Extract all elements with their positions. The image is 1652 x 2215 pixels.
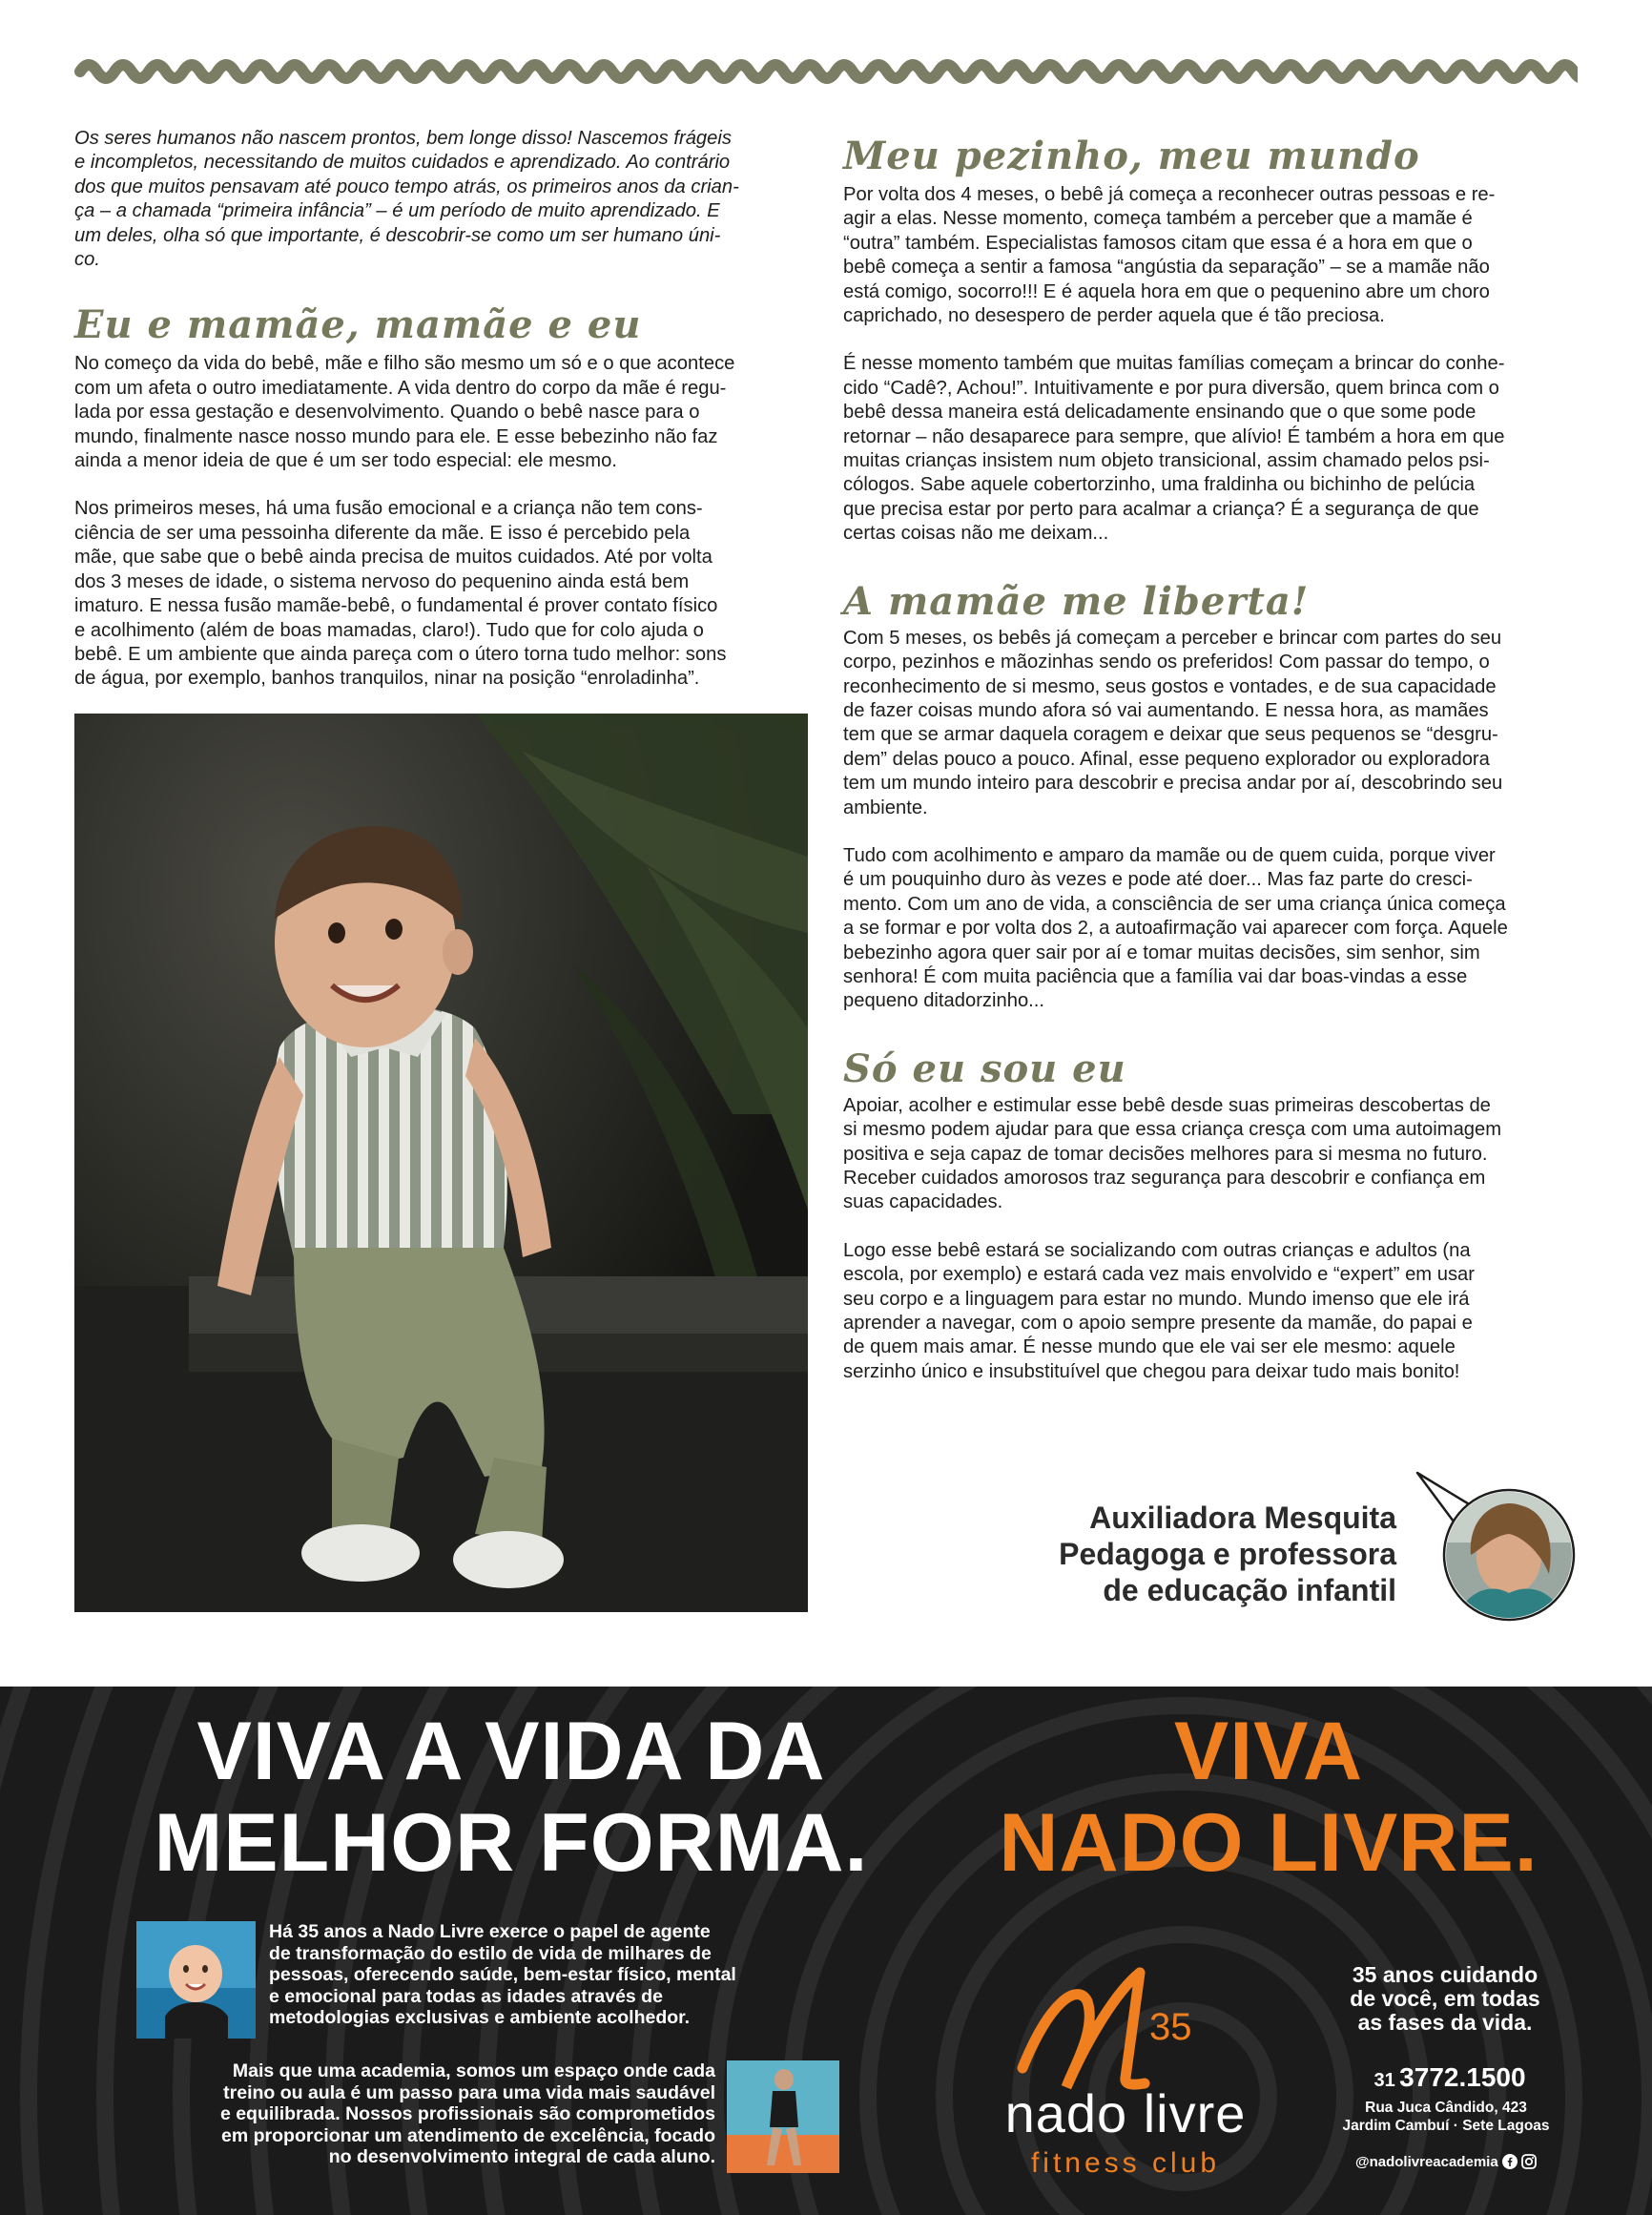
section-3-paragraph-1: Com 5 meses, os bebês já começam a perceber e brincar com partes do seu corpo, pezinhos e mãozinhas sendo os preferidos! Com passar do tempo, o reconhecimento de si mesmo, seus gostos e vontades, e de sua capacidade de fazer coisas mundo afora só vai aumentando. E nessa hora, as mamães tem que se armar daquela coragem e deixar que seus pequenos se “desgru- dem” delas pouco a pouco. Afinal, esse pequeno explorador ou exploradora tem um mundo inteiro para descobrir e precisa andar por aí, descobrindo seu ambiente.	[843, 627, 1503, 818]
article-left-column	[74, 127, 813, 692]
phone-number[interactable]	[1326, 2062, 1574, 2093]
phone-digits: 3772.1500	[1399, 2062, 1526, 2092]
ad-paragraph-1: Há 35 anos a Nado Livre exerce o papel de agente de transformação do estilo de vida de milhares de pessoas, oferecendo saúde, bem-estar físico, mental e emocional para todas as idades através de metodologias exclusivas e ambiente acolhedor.	[269, 1921, 736, 2028]
section-1-paragraph-2: Nos primeiros meses, há uma fusão emocional e a criança não tem cons- ciência de ser uma pessoinha diferente da mãe. E isso é percebido pela mãe, que sabe que o bebê ainda precisa de muitos cuidados. Até por volta dos 3 meses de idade, o sistema nervoso do pequenino ainda está bem imaturo. E nessa fusão mamãe-bebê, o fundamental é prover contato físico e acolhimento (além de boas mamadas, claro!). Tudo que for colo ajuda o bebê. E um ambiente que ainda pareça com o útero torna tudo melhor: sons de água, por exemplo, banhos tranquilos, ninar na posição “enroladinha”.	[74, 498, 727, 690]
author-name: Auxiliadora Mesquita	[1089, 1501, 1396, 1535]
ad-headline-left: VIVA A VIDA DA MELHOR FORMA.	[154, 1706, 869, 1889]
section-4-paragraph-1: Apoiar, acolher e estimular esse bebê desde suas primeiras descobertas de si mesmo podem ajudar para que essa criança cresça com uma autoimagem positiva e seja capaz de tomar decisões melhores para si mesma no futuro. Receber cuidados amorosos traz segurança para descobrir e confiança em suas capacidades.	[843, 1094, 1502, 1213]
author-avatar	[1415, 1469, 1582, 1622]
section-3-paragraph-2: Tudo com acolhimento e amparo da mamãe ou de quem cuida, porque viver é um pouquinho duro às vezes e pode até doer... Mas faz parte do cresci- mento. Com um ano de vida, a consciência de ser uma criança única começa a se formar e por volta dos 2, a autoafirmação vai aparecer com força. Aquele bebezinho agora quer sair por aí e tomar muitas decisões, sim senhor, sim senhora! É com muita paciência que a família vai dar boas-vindas a esse pequeno ditadorzinho...	[843, 844, 1508, 1012]
social-handle-text: @nadolivreacademia	[1354, 2154, 1498, 2170]
section-heading-a-mamae-me-liberta: A mamãe me liberta!	[843, 578, 1310, 624]
author-role-line-1: Pedagoga e professora	[1059, 1537, 1396, 1571]
section-1-paragraph-1: No começo da vida do bebê, mãe e filho são mesmo um só e o que acontece com um afeta o outro imediatamente. A vida dentro do corpo da mãe é regu- lada por essa gestação e desenvolvimento. Quando o bebê nasce para o mundo, finalmente nasce nosso mundo para ele. E esse bebezinho não faz ainda a menor ideia de que é um ser todo especial: ele mesmo.	[74, 353, 735, 472]
author-role-line-2: de educação infantil	[1103, 1573, 1396, 1607]
woman-exercising-photo	[727, 2060, 839, 2173]
logo-mark-35: 35	[1149, 2006, 1192, 2048]
baby-swimming-photo	[136, 1921, 256, 2039]
section-2-paragraph-2: É nesse momento também que muitas famílias começam a brincar do conhe- cido “Cadê?, Achou!”. Intuitivamente e por pura diversão, quem brinca com o bebê dessa maneira está delicadamente ensinando que o que some pode retornar – não desaparece para sempre, que alívio! É também a hora em que muitas crianças insistem num objeto transicional, assim chamado pelos psi- cólogos. Sabe aquele cobertorzinho, uma fraldinha ou bichinho de pelúcia que precisa estar por perto para acalmar a criança? É a segurança de que certas coisas não me deixam...	[843, 353, 1505, 545]
address: Rua Juca Cândido, 423 Jardim Cambuí · Sete Lagoas	[1342, 2100, 1550, 2134]
ad-paragraph-2: Mais que uma academia, somos um espaço onde cada treino ou aula é um passo para uma vida mais saudável e equilibrada. Nossos profissionais são comprometidos em proporcionar um atendimento de excelência, focado no desenvolvimento integral de cada aluno.	[219, 2060, 715, 2167]
logo-name: nado livre	[1004, 2083, 1247, 2143]
phone-prefix: 31	[1373, 2070, 1395, 2091]
intro-paragraph: Os seres humanos não nascem prontos, bem longe disso! Nascemos frágeis e incompletos, necessitando de muitos cuidados e aprendizado. Ao contrário dos que muitos pensavam até pouco tempo atrás, os primeiros anos da crian- ça – a chamada “primeira infância” – é um período de muito aprendizado. E um deles, olha só que importante, é descobrir-se como um ser humano úni- co.	[74, 128, 739, 271]
section-heading-so-eu-sou-eu: Só eu sou eu	[843, 1045, 1126, 1091]
section-heading-meu-pezinho: Meu pezinho, meu mundo	[843, 134, 1420, 178]
toddler-photo	[74, 714, 808, 1612]
social-handle[interactable]	[1307, 2154, 1585, 2170]
instagram-icon[interactable]	[1521, 2154, 1537, 2169]
author-credit	[1059, 1500, 1396, 1608]
wave-border	[74, 52, 1578, 91]
section-2-paragraph-1: Por volta dos 4 meses, o bebê já começa a reconhecer outras pessoas e re- agir a elas. Nesse momento, começa também a perceber que a mamãe é “outra” também. Especialistas famosos citam que essa é a hora em que o bebê começa a sentir a famosa “angústia da separação” – se a mamãe não está comigo, socorro!!! E é aquela hora em que o pequenino abre um choro caprichado, no desespero de perder aquela que é tão preciosa.	[843, 184, 1496, 327]
ad-headline-right: VIVA NADO LIVRE.	[999, 1706, 1538, 1889]
section-heading-eu-e-mamae: Eu e mamãe, mamãe e eu	[74, 302, 642, 348]
logo-subtitle: fitness club	[1030, 2147, 1221, 2179]
section-4-paragraph-2: Logo esse bebê estará se socializando com outras crianças e adultos (na escola, por exemplo) e estará cada vez mais envolvido e “expert” em usar seu corpo e a linguagem para estar no mundo. Mundo imenso que ele irá aprender a navegar, com o apoio sempre presente da mamãe, do papai e de quem mais amar. É nesse mundo que ele vai ser ele mesmo: aquele serzinho único e insubstituível que chegou para deixar tudo mais bonito!	[843, 1239, 1476, 1382]
nado-livre-advertisement	[0, 1687, 1652, 2215]
article-right-column	[843, 135, 1562, 1384]
facebook-icon[interactable]	[1502, 2154, 1518, 2169]
ad-tagline: 35 anos cuidando de você, em todas as fases da vida.	[1350, 1962, 1540, 2035]
